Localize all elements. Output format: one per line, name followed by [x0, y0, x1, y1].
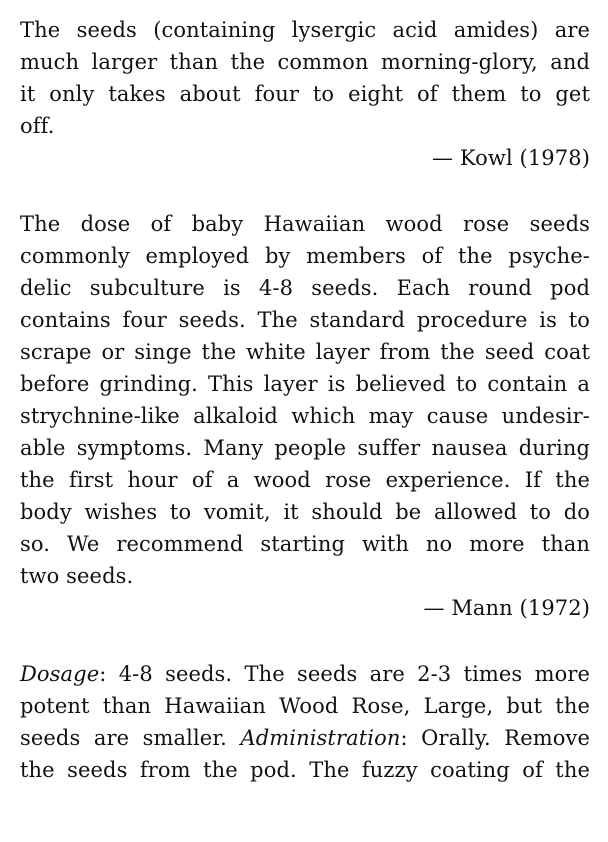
text-line: the seeds from the pod. The fuzzy coating of the [20, 758, 590, 782]
text-line: body wishes to vomit, it should be allowed to do [20, 500, 590, 524]
text-line: much larger than the common morning-glory, and [20, 50, 590, 74]
dosage-text: seeds are smaller. [20, 726, 241, 750]
text-line: it only takes about four to eight of them to get [20, 82, 590, 106]
text-line: potent than Hawaiian Wood Rose, Large, but the [20, 694, 590, 718]
text-line: delic subculture is 4-8 seeds. Each round pod [20, 276, 590, 300]
dosage-label: Dosage [20, 662, 100, 686]
quote-kowl [20, 14, 590, 174]
text-line: scrape or singe the white layer from the seed coat [20, 340, 590, 364]
paragraph-gap [20, 624, 590, 658]
text-line: before grinding. This layer is believed to contain a [20, 372, 590, 396]
text-line: able symptoms. Many people suffer nausea during [20, 436, 590, 460]
dosage-text: : 4-8 seeds. The seeds are 2-3 times more [99, 662, 590, 686]
quote-mann [20, 208, 590, 624]
document-page [20, 0, 590, 786]
text-line: The dose of baby Hawaiian wood rose seeds [20, 212, 590, 236]
text-line: strychnine-like alkaloid which may cause undesir- [20, 404, 590, 428]
paragraph-gap [20, 174, 590, 208]
text-line: the first hour of a wood rose experience. If the [20, 468, 590, 492]
attribution-kowl: — Kowl (1978) [432, 146, 590, 170]
dosage-paragraph [20, 658, 590, 786]
text-line [20, 722, 590, 754]
administration-text: : Orally. Remove [400, 726, 590, 750]
text-line: The seeds (containing lysergic acid amides) are [20, 18, 590, 42]
attribution-mann: — Mann (1972) [423, 596, 590, 620]
text-line: off. [20, 114, 55, 138]
text-line [20, 658, 590, 690]
text-line: two seeds. [20, 564, 134, 588]
text-line: so. We recommend starting with no more than [20, 532, 590, 556]
text-line: commonly employed by members of the psyche- [20, 244, 590, 268]
administration-label: Administration [240, 726, 401, 750]
text-line: contains four seeds. The standard procedure is to [20, 308, 590, 332]
